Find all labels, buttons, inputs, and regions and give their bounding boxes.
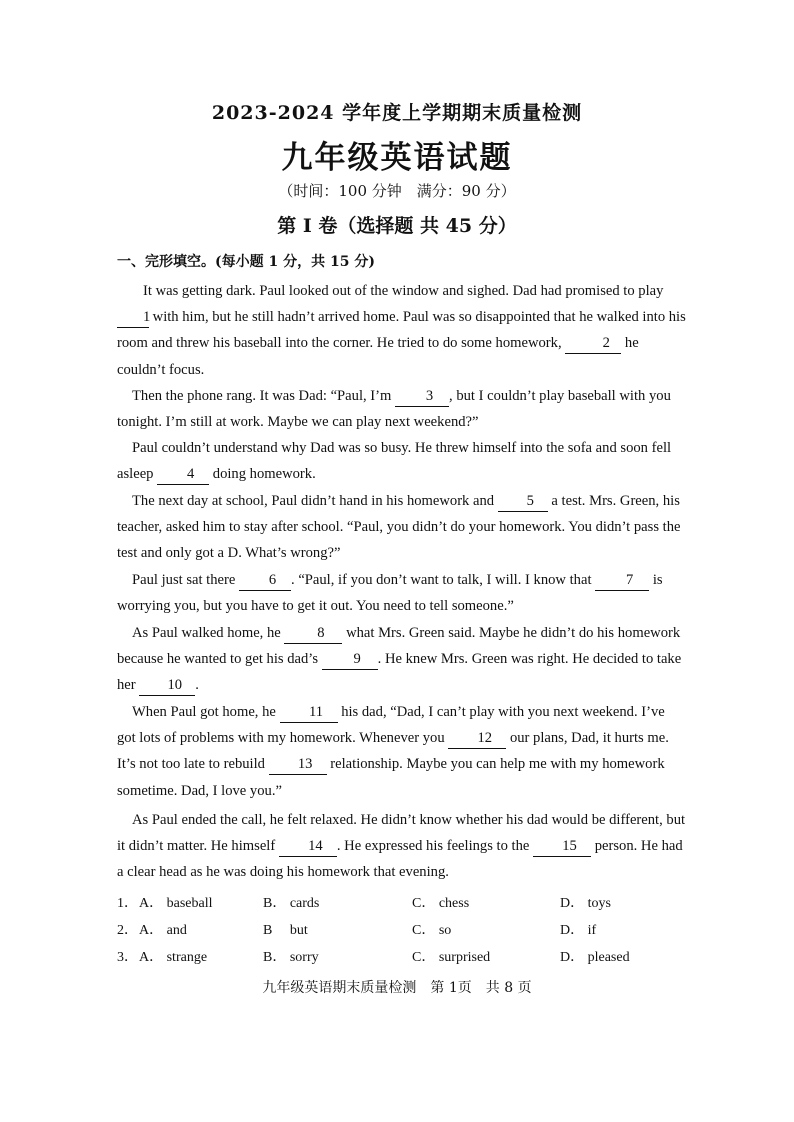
answer-blank-2: 2 [565, 334, 621, 354]
option-d: D． pleased [560, 950, 630, 965]
volume-heading: 第 I 卷（选择题 共 45 分） [277, 215, 517, 237]
answer-blank-5: 5 [498, 492, 548, 512]
passage-paragraph-6: As Paul walked home, he 8 what Mrs. Green said. Maybe he didn’t do his homework because he wanted to get his dad’s 9 . He knew Mrs. Green was right. He decided to take her 10 . [117, 620, 687, 699]
option-b: B． cards [263, 896, 320, 911]
page-title: 九年级英语试题 [281, 140, 513, 176]
option-c: C． surprised [412, 950, 491, 965]
answer-blank-1: 1 [117, 308, 149, 328]
answer-blank-10: 10 [139, 676, 195, 696]
school-year-title: 2023-2024 学年度上学期期末质量检测 [211, 102, 583, 124]
passage-paragraph-3: Paul couldn’t understand why Dad was so busy. He threw himself into the sofa and soon fell asleep 4 doing homework. [117, 435, 687, 487]
answer-blank-14: 14 [279, 837, 337, 857]
option-d: D． toys [560, 896, 611, 911]
option-b: B． sorry [263, 950, 319, 965]
option-a: A． strange [139, 950, 208, 965]
answer-blank-12: 12 [448, 729, 506, 749]
option-c: C． chess [412, 896, 470, 911]
section-heading: 一、完形填空。(每小题 1 分，共 15 分) [117, 254, 375, 270]
question-number: 2． [117, 923, 138, 938]
answer-blank-7: 7 [595, 571, 649, 591]
answer-blank-9: 9 [322, 650, 378, 670]
passage-paragraph-4: The next day at school, Paul didn’t hand in his homework and 5 a test. Mrs. Green, his teacher, asked him to stay after school. “Paul, you didn’t do your homework. You didn’t pass the test and only got a D. What’s wrong?” [117, 493, 681, 562]
passage-paragraph-5: Paul just sat there 6 . “Paul, if you don’t want to talk, I will. I know that 7 is worrying you, but you have to get it out. You need to tell someone.” [117, 572, 663, 615]
answer-blank-13: 13 [269, 755, 327, 775]
answer-blank-3: 3 [395, 387, 449, 407]
passage-paragraph-1: It was getting dark. Paul looked out of the window and sighed. Dad had promised to play 1 with him, but he still hadn’t arrived home. Paul was so disappointed that he walked into his room and threw his baseball into the corner. He tried to do some homework, 2 he couldn’t focus. [117, 283, 686, 378]
option-d: D． if [560, 923, 597, 938]
page-footer: 九年级英语期末质量检测 第 1页 共 8 页 [262, 980, 532, 996]
question-number: 1． [117, 896, 138, 911]
time-info: （时间：100 分钟 满分：90 分） [278, 182, 516, 200]
option-b: B but [263, 923, 308, 938]
passage-paragraph-8: As Paul ended the call, he felt relaxed. He didn’t know whether his dad would be different, but it didn’t matter. He himself 14 . He expressed his feelings to the 15 person. He had a clear head as he was doing his homework that evening. [117, 812, 686, 881]
answer-blank-8: 8 [284, 624, 342, 644]
passage-paragraph-2: Then the phone rang. It was Dad: “Paul, I’m 3 , but I couldn’t play baseball with you tonight. I’m still at work. Maybe we can play next weekend?” [117, 388, 671, 431]
option-a: A． baseball [139, 896, 213, 911]
option-a: A． and [139, 923, 187, 938]
answer-blank-4: 4 [157, 465, 209, 485]
answer-blank-11: 11 [280, 703, 338, 723]
answer-blank-6: 6 [239, 571, 291, 591]
passage-paragraph-7: When Paul got home, he 11 his dad, “Dad, I can’t play with you next weekend. I’ve got lots of problems with my homework. Whenever you 12 our plans, Dad, it hurts me. It’s not too late to rebuild 13 relationship. Maybe you can help me with my homework sometime. Dad, I love you.” [117, 704, 669, 799]
question-number: 3． [117, 950, 138, 965]
option-c: C． so [412, 923, 452, 938]
answer-blank-15: 15 [533, 837, 591, 857]
